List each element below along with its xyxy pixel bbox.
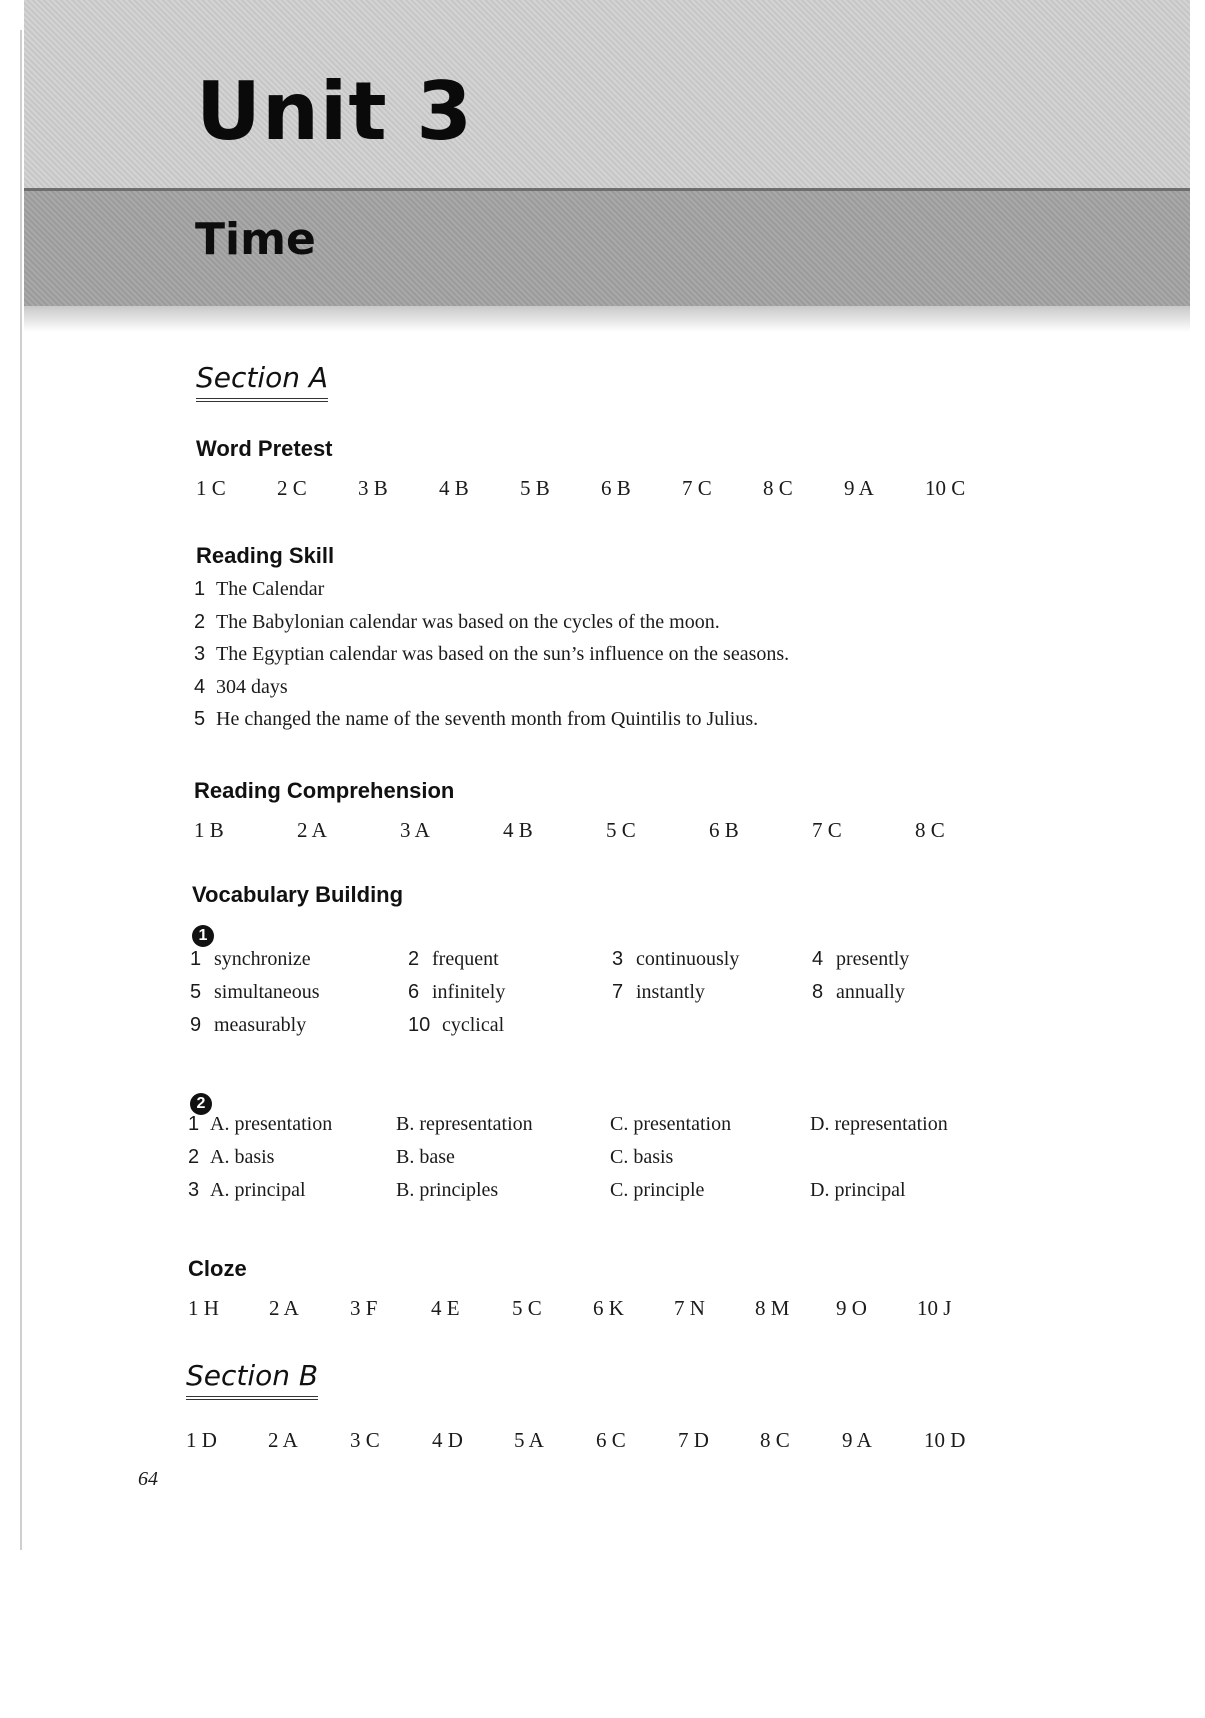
option-d: D. representation: [810, 1113, 948, 1135]
item-text: 304 days: [216, 675, 288, 698]
answer-item: 7 N: [674, 1296, 705, 1320]
vocab-item: [612, 948, 739, 971]
vocab-word: cyclical: [442, 1014, 505, 1036]
item-number: 3: [194, 643, 206, 665]
answer-item: 2 A: [269, 1296, 299, 1320]
part-2-marker: 2: [190, 1093, 212, 1115]
option-a: A. presentation: [210, 1113, 333, 1135]
answer-item: 1 H: [188, 1296, 219, 1320]
answer-item: 3 C: [350, 1428, 380, 1452]
option-b: B. representation: [396, 1113, 533, 1135]
answer-item: 5 C: [512, 1296, 542, 1320]
item-number: 9: [190, 1014, 202, 1036]
answer-item: 4 D: [432, 1428, 463, 1452]
answer-item: 2 A: [268, 1428, 298, 1452]
vocab-word: annually: [836, 981, 905, 1003]
answer-item: 10 D: [924, 1428, 966, 1452]
cloze-answers: [188, 1296, 998, 1321]
answer-item: 4 B: [439, 476, 469, 500]
item-text: The Calendar: [216, 578, 325, 600]
answer-item: 7 C: [682, 476, 712, 500]
page-number: 64: [138, 1468, 158, 1490]
item-number: 5: [194, 708, 206, 730]
answer-item: 8 C: [760, 1428, 790, 1452]
part-1-marker: 1: [192, 925, 214, 947]
unit-subtitle: Time: [195, 214, 316, 265]
answer-item: 9 O: [836, 1296, 867, 1320]
item-text: The Egyptian calendar was based on the sun’s influence on the seasons.: [216, 643, 790, 665]
list-item: [194, 676, 288, 699]
vocab-word: infinitely: [432, 981, 506, 1003]
vocab-item: [408, 948, 499, 971]
item-number: 8: [812, 981, 824, 1003]
item-number: 7: [612, 981, 624, 1003]
answer-item: 7 C: [812, 818, 842, 842]
reading-comprehension-heading: Reading Comprehension: [194, 778, 455, 803]
answer-item: 8 M: [755, 1296, 790, 1320]
list-item: [194, 578, 324, 601]
vocab-item: [190, 1014, 306, 1037]
answer-item: 6 C: [596, 1428, 626, 1452]
vocabulary-building-heading: Vocabulary Building: [192, 882, 404, 907]
answer-item: 10 C: [925, 476, 966, 500]
reading-comprehension-answers: [194, 818, 1018, 843]
item-number: 2: [194, 610, 206, 633]
unit-title: Unit 3: [196, 65, 474, 158]
answer-item: 3 B: [358, 476, 388, 500]
option-b: B. base: [396, 1146, 455, 1168]
page-edge: [20, 30, 22, 1550]
section-b-title: Section B: [186, 1362, 318, 1400]
answer-item: 2 C: [277, 476, 307, 500]
vocab-word: synchronize: [214, 948, 311, 970]
answer-item: 1 B: [194, 818, 224, 842]
word-pretest-heading: Word Pretest: [196, 436, 333, 461]
cloze-heading: Cloze: [188, 1256, 247, 1281]
header-band-fade: [24, 306, 1190, 332]
vocab-item: [190, 981, 320, 1004]
option-b: B. principles: [396, 1179, 499, 1201]
item-number: 6: [408, 981, 420, 1003]
item-number: 2: [408, 948, 420, 970]
item-number: 4: [812, 948, 824, 970]
list-item: [194, 643, 789, 666]
item-number: 10: [408, 1014, 431, 1036]
item-number: 2: [188, 1146, 200, 1168]
vocab-item: [190, 948, 311, 971]
answer-item: 9 A: [842, 1428, 872, 1452]
vocab-item: [612, 981, 705, 1004]
item-number: 5: [190, 981, 202, 1003]
vocab-word: instantly: [636, 981, 705, 1003]
section-a-title: Section A: [196, 364, 328, 402]
list-item: [194, 708, 758, 731]
section-b-answers: [186, 1428, 1006, 1453]
answer-item: 9 A: [844, 476, 874, 500]
vocab-word: continuously: [636, 948, 740, 970]
answer-item: 5 A: [514, 1428, 544, 1452]
answer-item: 6 B: [709, 818, 739, 842]
answer-item: 8 C: [915, 818, 945, 842]
option-d: D. principal: [810, 1179, 906, 1201]
answer-item: 6 K: [593, 1296, 624, 1320]
answer-item: 5 C: [606, 818, 636, 842]
answer-item: 10 J: [917, 1296, 952, 1320]
option-c: C. principle: [610, 1179, 705, 1201]
item-number: 3: [188, 1179, 200, 1201]
list-item: [194, 611, 720, 634]
item-number: 1: [194, 578, 206, 600]
vocab-item: [408, 1014, 504, 1037]
vocab-word: simultaneous: [214, 981, 320, 1003]
vocab-word: measurably: [214, 1014, 307, 1036]
answer-item: 8 C: [763, 476, 793, 500]
vocab-word: presently: [836, 948, 910, 970]
option-c: C. basis: [610, 1146, 674, 1168]
item-number: 1: [190, 948, 202, 970]
item-text: The Babylonian calendar was based on the cycles of the moon.: [216, 610, 720, 633]
vocab-item: [408, 981, 505, 1004]
answer-item: 1 C: [196, 476, 226, 500]
answer-item: 4 E: [431, 1296, 460, 1320]
item-number: 4: [194, 675, 206, 698]
answer-item: 6 B: [601, 476, 631, 500]
vocab-word: frequent: [432, 948, 499, 970]
answer-item: 2 A: [297, 818, 327, 842]
option-c: C. presentation: [610, 1113, 732, 1135]
option-a: A. principal: [210, 1179, 306, 1201]
vocab-item: [812, 981, 905, 1004]
answer-item: 4 B: [503, 818, 533, 842]
answer-item: 3 F: [350, 1296, 378, 1320]
answer-item: 7 D: [678, 1428, 709, 1452]
item-number: 3: [612, 948, 624, 970]
vocab-item: [812, 948, 909, 971]
answer-item: 5 B: [520, 476, 550, 500]
answer-item: 1 D: [186, 1428, 217, 1452]
answer-item: 3 A: [400, 818, 430, 842]
item-text: He changed the name of the seventh month from Quintilis to Julius.: [216, 708, 759, 730]
word-pretest-answers: [196, 476, 1006, 501]
option-a: A. basis: [210, 1146, 275, 1168]
reading-skill-heading: Reading Skill: [196, 543, 335, 568]
item-number: 1: [188, 1113, 200, 1135]
